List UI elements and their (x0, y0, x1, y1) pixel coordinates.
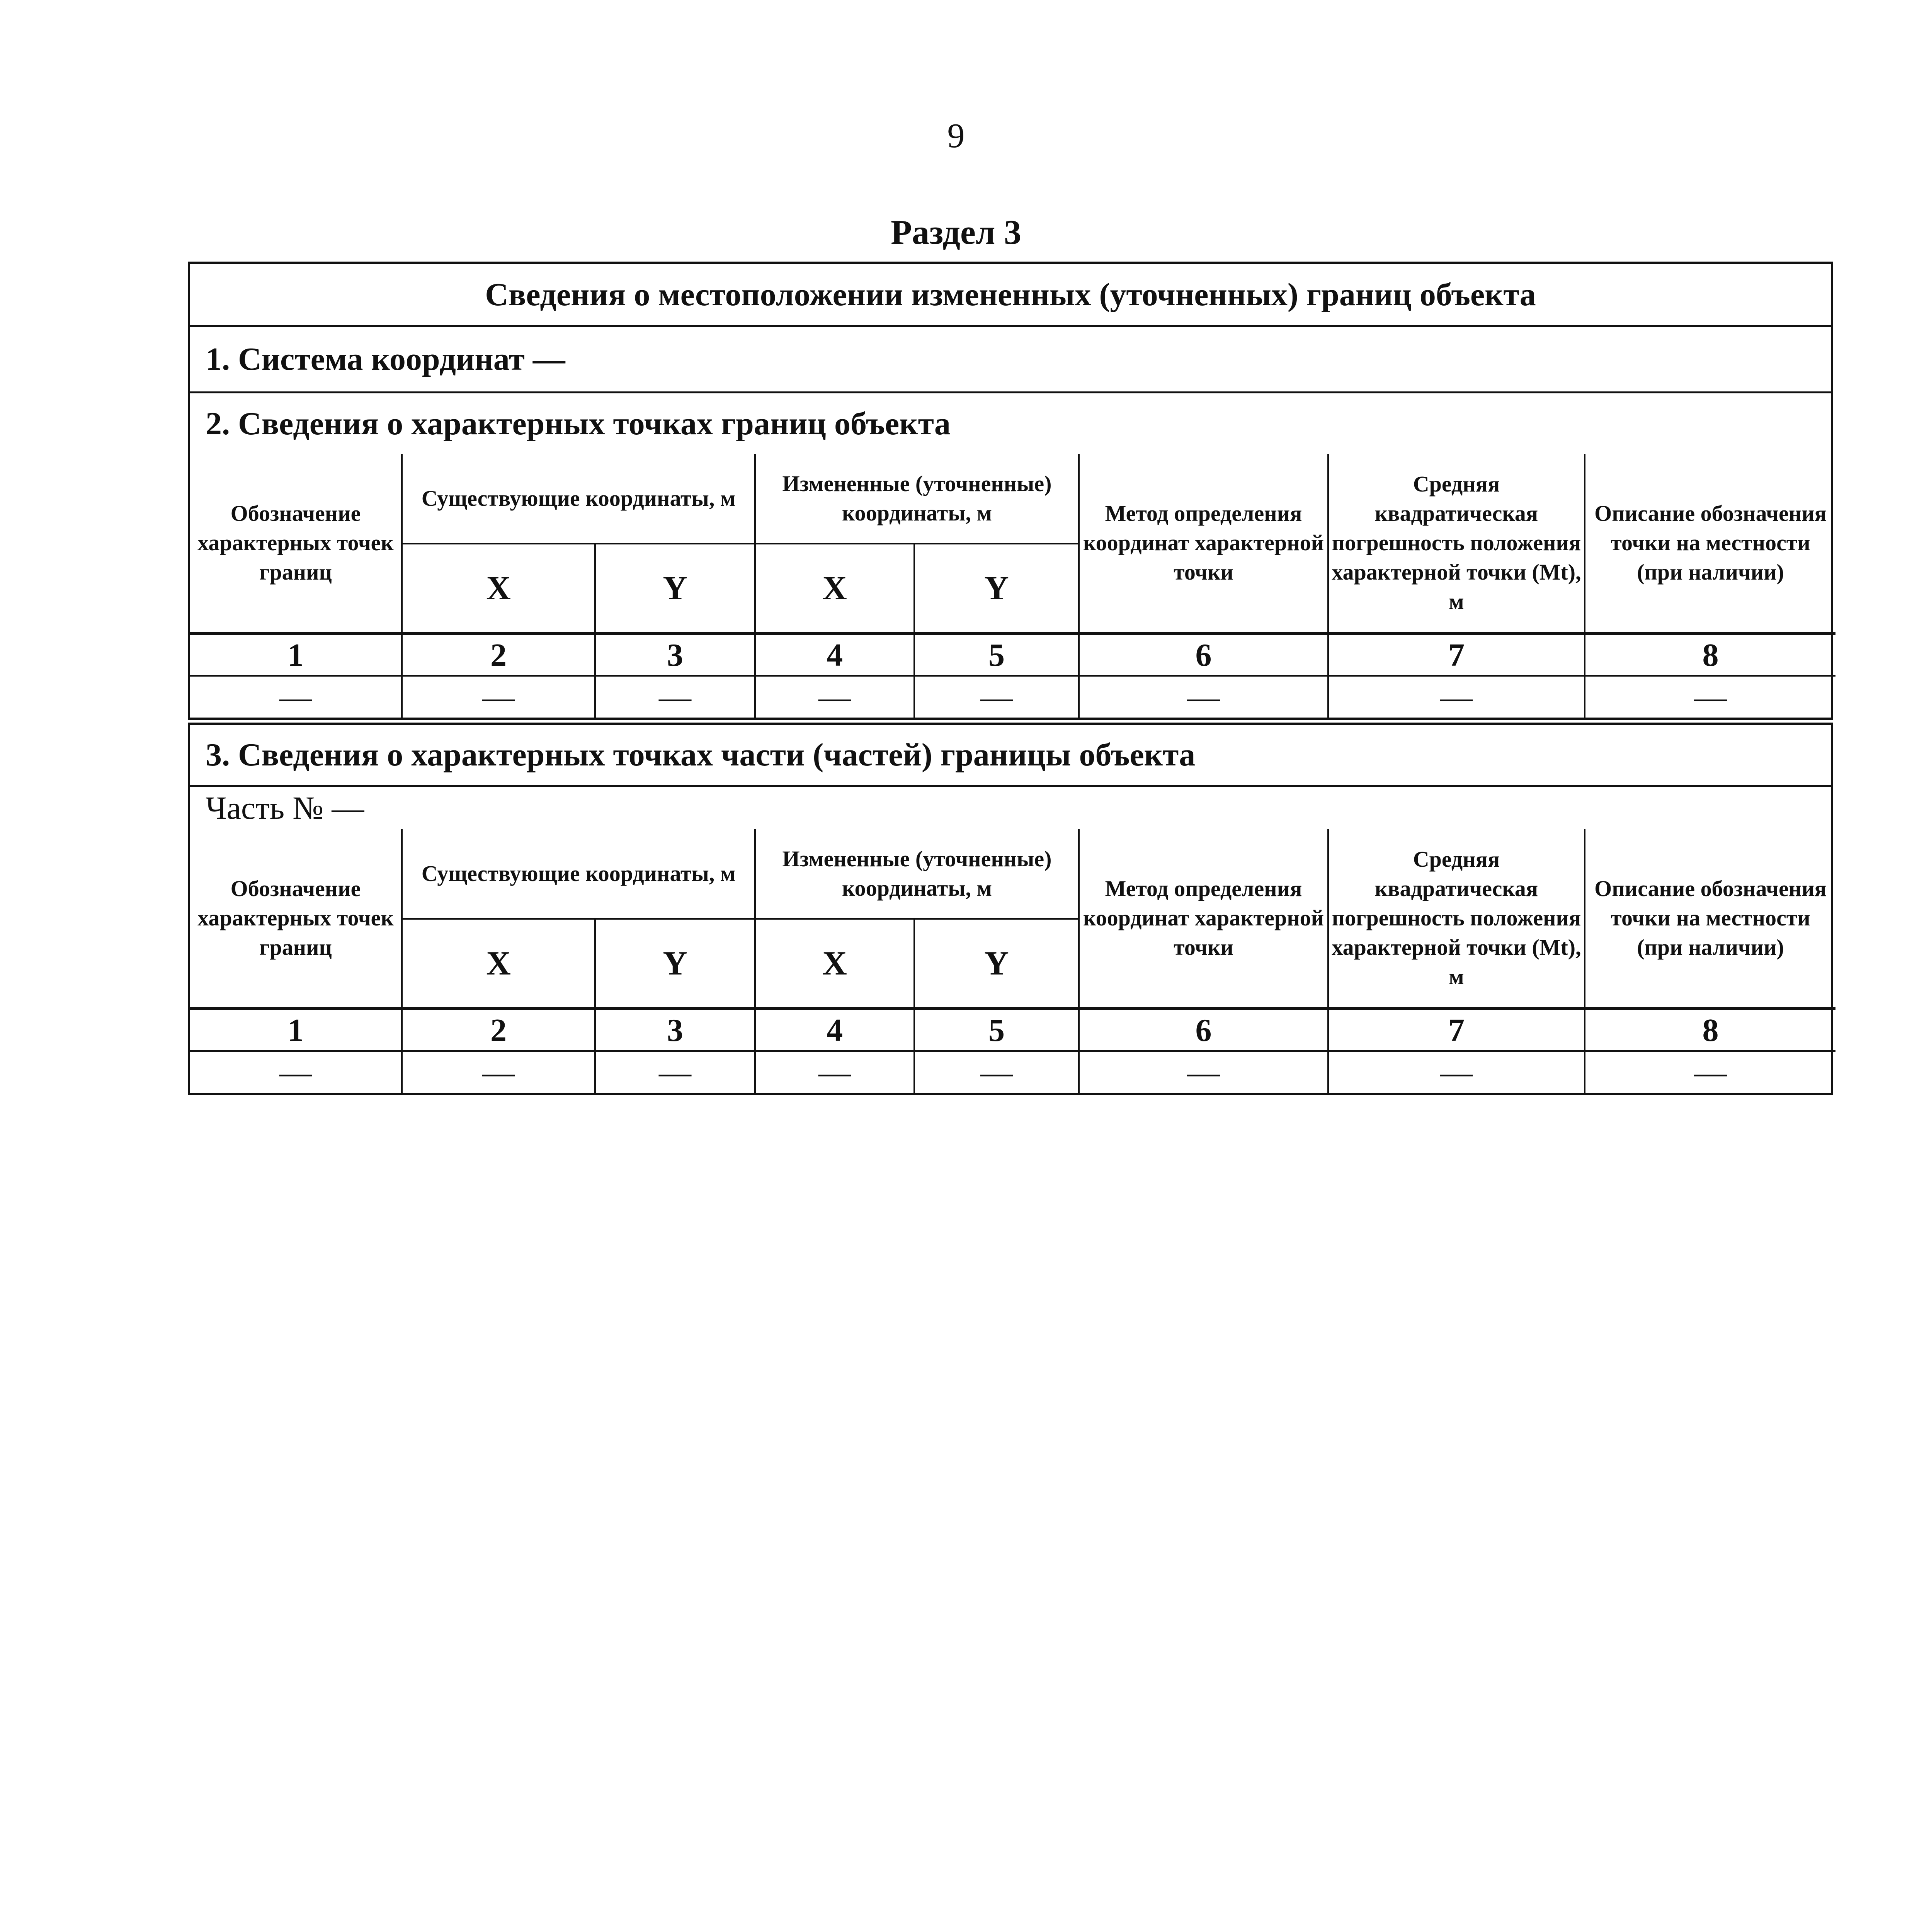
empty-cell: — (190, 1051, 402, 1093)
table-title: Сведения о местоположении измененных (уточненных) границ объекта (190, 264, 1831, 327)
header-existing-coords: Существующие координаты, м (402, 829, 755, 919)
header-existing-x: X (402, 544, 595, 633)
section-table (188, 262, 1833, 720)
parts-table-frame (188, 723, 1833, 1095)
column-number: 6 (1079, 1009, 1328, 1051)
column-number: 3 (595, 633, 755, 676)
empty-cell: — (402, 1051, 595, 1093)
empty-cell: — (1328, 676, 1585, 718)
column-number: 1 (190, 1009, 402, 1051)
empty-cell: — (1328, 1051, 1585, 1093)
empty-cell: — (755, 1051, 914, 1093)
column-number: 4 (755, 1009, 914, 1051)
header-existing-y: Y (595, 544, 755, 633)
column-number: 8 (1585, 1009, 1835, 1051)
header-description: Описание обозначения точки на местности (при наличии) (1585, 829, 1835, 1009)
header-designation: Обозначение характерных точек границ (190, 829, 402, 1009)
header-changed-coords: Измененные (уточненные) координаты, м (755, 829, 1079, 919)
header-changed-coords: Измененные (уточненные) координаты, м (755, 454, 1079, 544)
column-number: 7 (1328, 633, 1585, 676)
empty-cell: — (190, 676, 402, 718)
empty-cell: — (595, 676, 755, 718)
header-designation: Обозначение характерных точек границ (190, 454, 402, 633)
column-number: 4 (755, 633, 914, 676)
section-title: Раздел 3 (891, 213, 1021, 252)
header-changed-y: Y (914, 919, 1079, 1009)
empty-cell: — (1079, 1051, 1328, 1093)
empty-cell: — (914, 676, 1079, 718)
page-number: 9 (947, 117, 965, 155)
column-number: 3 (595, 1009, 755, 1051)
header-mean-error: Средняя квадратическая погрешность положения характерной точки (Mt), м (1328, 454, 1585, 633)
coordinate-system: 1. Система координат — (190, 327, 1831, 393)
block3-title: 3. Сведения о характерных точках части (частей) границы объекта (190, 725, 1831, 787)
header-existing-x: X (402, 919, 595, 1009)
column-number: 2 (402, 1009, 595, 1051)
column-number: 5 (914, 1009, 1079, 1051)
header-method: Метод определения координат характерной точки (1079, 829, 1328, 1009)
header-method: Метод определения координат характерной точки (1079, 454, 1328, 633)
empty-cell: — (1079, 676, 1328, 718)
column-number: 1 (190, 633, 402, 676)
points-table (190, 454, 1835, 718)
empty-cell: — (755, 676, 914, 718)
empty-cell: — (914, 1051, 1079, 1093)
empty-cell: — (1585, 1051, 1835, 1093)
column-number: 7 (1328, 1009, 1585, 1051)
column-number: 8 (1585, 633, 1835, 676)
header-existing-coords: Существующие координаты, м (402, 454, 755, 544)
block2-title: 2. Сведения о характерных точках границ объекта (206, 406, 951, 442)
parts-points-table (190, 829, 1835, 1093)
header-existing-y: Y (595, 919, 755, 1009)
empty-cell: — (1585, 676, 1835, 718)
header-changed-x: X (755, 919, 914, 1009)
header-changed-x: X (755, 544, 914, 633)
column-number: 2 (402, 633, 595, 676)
column-number: 6 (1079, 633, 1328, 676)
empty-cell: — (595, 1051, 755, 1093)
header-changed-y: Y (914, 544, 1079, 633)
empty-cell: — (402, 676, 595, 718)
column-number: 5 (914, 633, 1079, 676)
part-label: Часть № — (206, 790, 364, 826)
header-description: Описание обозначения точки на местности (при наличии) (1585, 454, 1835, 633)
header-mean-error: Средняя квадратическая погрешность положения характерной точки (Mt), м (1328, 829, 1585, 1009)
